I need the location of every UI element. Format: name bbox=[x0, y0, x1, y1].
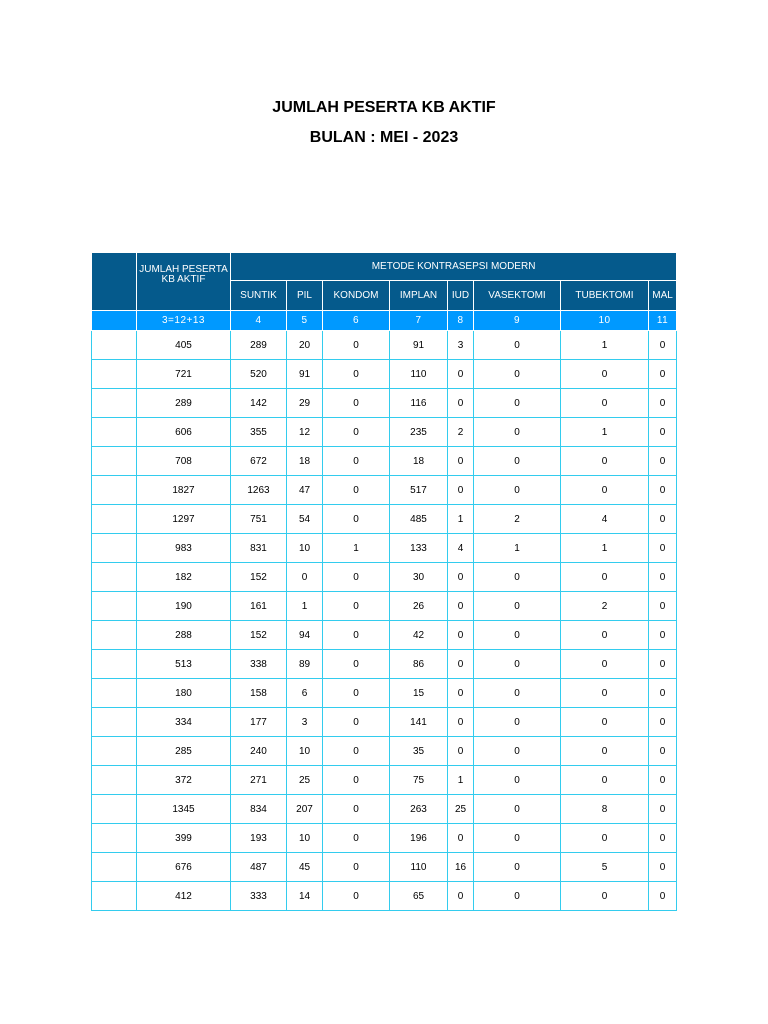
page-title: JUMLAH PESERTA KB AKTIF bbox=[272, 99, 496, 116]
table-cell: 676 bbox=[137, 853, 231, 882]
table-cell: 0 bbox=[474, 679, 561, 708]
table-cell: 3 bbox=[287, 708, 323, 737]
table-cell: 485 bbox=[390, 505, 448, 534]
table-cell: 2 bbox=[448, 418, 474, 447]
table-cell: 20 bbox=[287, 331, 323, 360]
header-col: MAL bbox=[649, 281, 677, 311]
table-cell: 54 bbox=[287, 505, 323, 534]
table-row bbox=[92, 679, 677, 708]
table-cell: 672 bbox=[231, 447, 287, 476]
table-cell: 4 bbox=[561, 505, 649, 534]
row-blank-cell bbox=[92, 679, 137, 708]
table-cell: 193 bbox=[231, 824, 287, 853]
row-blank-cell bbox=[92, 853, 137, 882]
table-cell: 0 bbox=[649, 795, 677, 824]
table-row bbox=[92, 824, 677, 853]
table-cell: 0 bbox=[474, 621, 561, 650]
table-cell: 26 bbox=[390, 592, 448, 621]
table-cell: 0 bbox=[561, 882, 649, 911]
row-blank-cell bbox=[92, 882, 137, 911]
table-cell: 606 bbox=[137, 418, 231, 447]
table-cell: 14 bbox=[287, 882, 323, 911]
table-cell: 0 bbox=[474, 418, 561, 447]
table-cell: 30 bbox=[390, 563, 448, 592]
numbering-cell: 4 bbox=[231, 311, 287, 331]
row-blank-cell bbox=[92, 708, 137, 737]
table-cell: 831 bbox=[231, 534, 287, 563]
table-cell: 1 bbox=[474, 534, 561, 563]
table-cell: 2 bbox=[561, 592, 649, 621]
table-cell: 177 bbox=[231, 708, 287, 737]
table-cell: 0 bbox=[323, 447, 390, 476]
table-cell: 0 bbox=[649, 360, 677, 389]
table-cell: 1263 bbox=[231, 476, 287, 505]
table-cell: 0 bbox=[561, 737, 649, 766]
table-row bbox=[92, 505, 677, 534]
table-cell: 1297 bbox=[137, 505, 231, 534]
table-cell: 0 bbox=[323, 882, 390, 911]
table-cell: 0 bbox=[323, 766, 390, 795]
table-cell: 0 bbox=[474, 360, 561, 389]
table-cell: 25 bbox=[448, 795, 474, 824]
table-cell: 0 bbox=[649, 447, 677, 476]
table-cell: 8 bbox=[561, 795, 649, 824]
table-cell: 207 bbox=[287, 795, 323, 824]
row-blank-cell bbox=[92, 389, 137, 418]
table-cell: 91 bbox=[287, 360, 323, 389]
table-cell: 0 bbox=[649, 766, 677, 795]
table-cell: 116 bbox=[390, 389, 448, 418]
table-cell: 983 bbox=[137, 534, 231, 563]
numbering-cell: 10 bbox=[561, 311, 649, 331]
table-cell: 0 bbox=[474, 592, 561, 621]
table-cell: 0 bbox=[649, 505, 677, 534]
row-blank-cell bbox=[92, 795, 137, 824]
table-row bbox=[92, 360, 677, 389]
table-cell: 0 bbox=[448, 708, 474, 737]
table-cell: 45 bbox=[287, 853, 323, 882]
table-cell: 0 bbox=[649, 534, 677, 563]
table-cell: 152 bbox=[231, 563, 287, 592]
header-col: IMPLAN bbox=[390, 281, 448, 311]
table-cell: 0 bbox=[323, 389, 390, 418]
table-row bbox=[92, 389, 677, 418]
table-cell: 0 bbox=[474, 563, 561, 592]
table-cell: 0 bbox=[448, 389, 474, 418]
table-cell: 289 bbox=[231, 331, 287, 360]
table-cell: 0 bbox=[323, 737, 390, 766]
header-col: IUD bbox=[448, 281, 474, 311]
table-cell: 0 bbox=[323, 418, 390, 447]
table-cell: 0 bbox=[323, 331, 390, 360]
table-cell: 182 bbox=[137, 563, 231, 592]
table-cell: 751 bbox=[231, 505, 287, 534]
numbering-cell: 6 bbox=[323, 311, 390, 331]
header-jumlah: JUMLAH PESERTA KB AKTIF bbox=[137, 253, 231, 311]
table-cell: 86 bbox=[390, 650, 448, 679]
table-cell: 47 bbox=[287, 476, 323, 505]
row-blank-cell bbox=[92, 476, 137, 505]
kb-table bbox=[91, 252, 677, 911]
table-row bbox=[92, 563, 677, 592]
table-cell: 180 bbox=[137, 679, 231, 708]
table-cell: 355 bbox=[231, 418, 287, 447]
table-cell: 5 bbox=[561, 853, 649, 882]
table-cell: 1827 bbox=[137, 476, 231, 505]
table-cell: 520 bbox=[231, 360, 287, 389]
table-cell: 0 bbox=[287, 563, 323, 592]
table-row bbox=[92, 795, 677, 824]
table-cell: 1 bbox=[448, 505, 474, 534]
table-cell: 0 bbox=[448, 737, 474, 766]
header-col: TUBEKTOMI bbox=[561, 281, 649, 311]
header-col: PIL bbox=[287, 281, 323, 311]
table-cell: 0 bbox=[561, 679, 649, 708]
table-cell: 141 bbox=[390, 708, 448, 737]
table-cell: 487 bbox=[231, 853, 287, 882]
table-cell: 517 bbox=[390, 476, 448, 505]
table-cell: 0 bbox=[448, 824, 474, 853]
table-cell: 18 bbox=[287, 447, 323, 476]
row-blank-cell bbox=[92, 621, 137, 650]
table-row bbox=[92, 331, 677, 360]
row-blank-cell bbox=[92, 650, 137, 679]
table-cell: 834 bbox=[231, 795, 287, 824]
table-cell: 65 bbox=[390, 882, 448, 911]
table-cell: 333 bbox=[231, 882, 287, 911]
table-cell: 0 bbox=[649, 708, 677, 737]
numbering-cell: 11 bbox=[649, 311, 677, 331]
table-cell: 0 bbox=[649, 650, 677, 679]
table-cell: 0 bbox=[323, 563, 390, 592]
table-cell: 16 bbox=[448, 853, 474, 882]
table-cell: 240 bbox=[231, 737, 287, 766]
header-blank bbox=[92, 253, 137, 311]
table-cell: 0 bbox=[474, 824, 561, 853]
table-cell: 412 bbox=[137, 882, 231, 911]
row-blank-cell bbox=[92, 447, 137, 476]
table-cell: 12 bbox=[287, 418, 323, 447]
table-cell: 10 bbox=[287, 737, 323, 766]
table-cell: 1 bbox=[323, 534, 390, 563]
page-subtitle: BULAN : MEI - 2023 bbox=[309, 129, 459, 146]
row-blank-cell bbox=[92, 592, 137, 621]
table-cell: 0 bbox=[649, 882, 677, 911]
table-cell: 1 bbox=[287, 592, 323, 621]
table-cell: 0 bbox=[448, 679, 474, 708]
numbering-cell: 3=12+13 bbox=[137, 311, 231, 331]
table-cell: 1 bbox=[448, 766, 474, 795]
table-row bbox=[92, 650, 677, 679]
table-cell: 0 bbox=[561, 389, 649, 418]
table-cell: 1 bbox=[561, 331, 649, 360]
table-cell: 0 bbox=[323, 853, 390, 882]
table-cell: 0 bbox=[323, 795, 390, 824]
row-blank-cell bbox=[92, 418, 137, 447]
table-cell: 0 bbox=[323, 824, 390, 853]
table-cell: 372 bbox=[137, 766, 231, 795]
table-cell: 0 bbox=[561, 360, 649, 389]
table-cell: 110 bbox=[390, 853, 448, 882]
table-cell: 0 bbox=[474, 853, 561, 882]
table-cell: 338 bbox=[231, 650, 287, 679]
table-cell: 15 bbox=[390, 679, 448, 708]
table-cell: 1345 bbox=[137, 795, 231, 824]
table-cell: 399 bbox=[137, 824, 231, 853]
table-cell: 0 bbox=[448, 592, 474, 621]
row-blank-cell bbox=[92, 824, 137, 853]
table-cell: 1 bbox=[561, 418, 649, 447]
header-col: VASEKTOMI bbox=[474, 281, 561, 311]
table-cell: 513 bbox=[137, 650, 231, 679]
table-cell: 10 bbox=[287, 824, 323, 853]
table-cell: 133 bbox=[390, 534, 448, 563]
table-cell: 158 bbox=[231, 679, 287, 708]
table-cell: 94 bbox=[287, 621, 323, 650]
table-cell: 405 bbox=[137, 331, 231, 360]
table-cell: 161 bbox=[231, 592, 287, 621]
row-blank-cell bbox=[92, 534, 137, 563]
header-col: KONDOM bbox=[323, 281, 390, 311]
numbering-cell: 5 bbox=[287, 311, 323, 331]
row-blank-cell bbox=[92, 737, 137, 766]
table-cell: 0 bbox=[448, 563, 474, 592]
table-cell: 0 bbox=[448, 360, 474, 389]
table-cell: 0 bbox=[561, 621, 649, 650]
table-cell: 0 bbox=[649, 563, 677, 592]
table-cell: 75 bbox=[390, 766, 448, 795]
numbering-blank bbox=[92, 311, 137, 331]
header-col: SUNTIK bbox=[231, 281, 287, 311]
table-cell: 0 bbox=[448, 476, 474, 505]
table-row bbox=[92, 853, 677, 882]
table-cell: 0 bbox=[649, 476, 677, 505]
table-cell: 0 bbox=[649, 331, 677, 360]
table-cell: 0 bbox=[474, 331, 561, 360]
table-cell: 35 bbox=[390, 737, 448, 766]
table-row bbox=[92, 882, 677, 911]
table-cell: 0 bbox=[323, 679, 390, 708]
table-cell: 0 bbox=[649, 389, 677, 418]
table-cell: 0 bbox=[448, 650, 474, 679]
table-cell: 708 bbox=[137, 447, 231, 476]
table-cell: 0 bbox=[561, 766, 649, 795]
table-cell: 0 bbox=[323, 592, 390, 621]
table-cell: 0 bbox=[448, 621, 474, 650]
table-cell: 285 bbox=[137, 737, 231, 766]
table-cell: 0 bbox=[649, 592, 677, 621]
table-cell: 152 bbox=[231, 621, 287, 650]
table-cell: 18 bbox=[390, 447, 448, 476]
table-cell: 3 bbox=[448, 331, 474, 360]
table-cell: 1 bbox=[561, 534, 649, 563]
row-blank-cell bbox=[92, 360, 137, 389]
table-cell: 0 bbox=[323, 708, 390, 737]
table-row bbox=[92, 418, 677, 447]
table-cell: 0 bbox=[649, 824, 677, 853]
table-cell: 0 bbox=[649, 737, 677, 766]
table-cell: 0 bbox=[649, 418, 677, 447]
table-cell: 0 bbox=[561, 708, 649, 737]
table-cell: 271 bbox=[231, 766, 287, 795]
table-cell: 0 bbox=[561, 476, 649, 505]
table-cell: 0 bbox=[474, 476, 561, 505]
table-cell: 0 bbox=[323, 650, 390, 679]
table-cell: 0 bbox=[474, 389, 561, 418]
table-cell: 0 bbox=[323, 476, 390, 505]
row-blank-cell bbox=[92, 505, 137, 534]
table-cell: 0 bbox=[561, 447, 649, 476]
table-cell: 0 bbox=[561, 824, 649, 853]
table-cell: 0 bbox=[474, 737, 561, 766]
table-cell: 0 bbox=[448, 882, 474, 911]
numbering-cell: 8 bbox=[448, 311, 474, 331]
table-cell: 6 bbox=[287, 679, 323, 708]
table-cell: 0 bbox=[561, 650, 649, 679]
table-cell: 0 bbox=[323, 360, 390, 389]
table-cell: 25 bbox=[287, 766, 323, 795]
table-cell: 0 bbox=[474, 882, 561, 911]
table-cell: 0 bbox=[474, 708, 561, 737]
table-cell: 42 bbox=[390, 621, 448, 650]
table-cell: 0 bbox=[474, 447, 561, 476]
numbering-cell: 7 bbox=[390, 311, 448, 331]
table-row bbox=[92, 592, 677, 621]
table-row bbox=[92, 476, 677, 505]
table-cell: 0 bbox=[649, 853, 677, 882]
table-cell: 0 bbox=[448, 447, 474, 476]
table-cell: 29 bbox=[287, 389, 323, 418]
table-cell: 2 bbox=[474, 505, 561, 534]
table-cell: 334 bbox=[137, 708, 231, 737]
table-cell: 721 bbox=[137, 360, 231, 389]
row-blank-cell bbox=[92, 563, 137, 592]
row-blank-cell bbox=[92, 331, 137, 360]
table-row bbox=[92, 621, 677, 650]
table-cell: 288 bbox=[137, 621, 231, 650]
row-blank-cell bbox=[92, 766, 137, 795]
table-cell: 0 bbox=[323, 505, 390, 534]
table-cell: 10 bbox=[287, 534, 323, 563]
table-cell: 289 bbox=[137, 389, 231, 418]
table-cell: 0 bbox=[474, 795, 561, 824]
numbering-cell: 9 bbox=[474, 311, 561, 331]
header-group: METODE KONTRASEPSI MODERN bbox=[231, 253, 677, 281]
table-cell: 235 bbox=[390, 418, 448, 447]
table-cell: 0 bbox=[649, 621, 677, 650]
table-body bbox=[92, 331, 677, 911]
table-cell: 0 bbox=[474, 766, 561, 795]
table-cell: 91 bbox=[390, 331, 448, 360]
table-row bbox=[92, 447, 677, 476]
table-cell: 190 bbox=[137, 592, 231, 621]
table-cell: 0 bbox=[474, 650, 561, 679]
table-cell: 0 bbox=[561, 563, 649, 592]
table-cell: 142 bbox=[231, 389, 287, 418]
table-cell: 0 bbox=[323, 621, 390, 650]
table-cell: 89 bbox=[287, 650, 323, 679]
table-cell: 263 bbox=[390, 795, 448, 824]
table-cell: 0 bbox=[649, 679, 677, 708]
table-row bbox=[92, 766, 677, 795]
table-cell: 4 bbox=[448, 534, 474, 563]
table-row bbox=[92, 534, 677, 563]
table-row bbox=[92, 737, 677, 766]
table-cell: 196 bbox=[390, 824, 448, 853]
table-row bbox=[92, 708, 677, 737]
table-cell: 110 bbox=[390, 360, 448, 389]
